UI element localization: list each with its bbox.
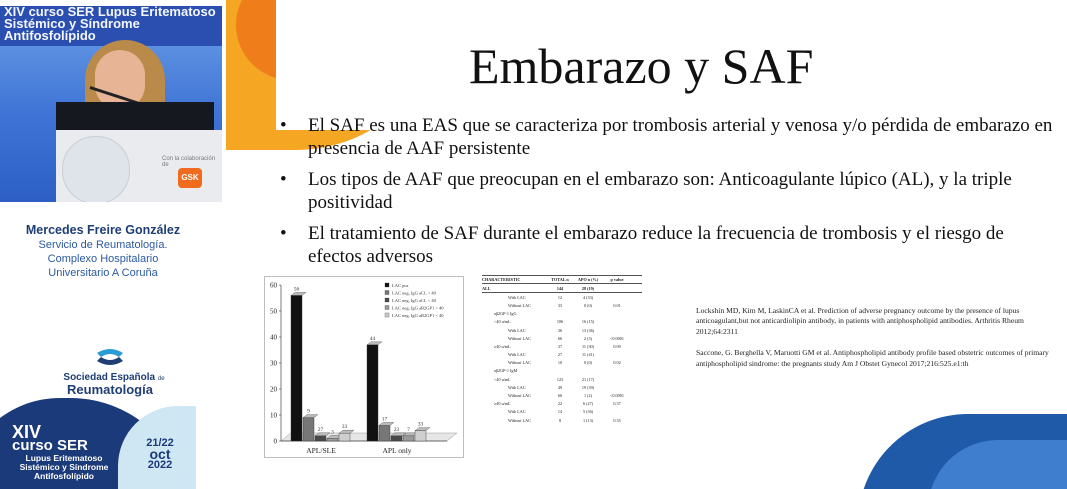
x-category-label: APL only [382, 446, 412, 455]
references [696, 306, 1056, 380]
table-cell: 16 (15) [581, 319, 595, 325]
legend-label: LAC neg, IgG aCL < 40 [392, 298, 436, 303]
bar-value-label: 56 [293, 286, 300, 293]
table-cell: 5 (36) [582, 409, 594, 415]
bullet-item: • El SAF es una EAS que se caracteriza por trombosis arterial y venosa y/o pérdida de embarazo en presencia de AAF persistente [280, 115, 1053, 159]
course-date: 21/22 oct 2022 [146, 437, 174, 471]
bar-value-label: 33 [417, 421, 424, 428]
table-cell: 19 (39) [581, 384, 595, 390]
table-cell: <0.0001 [610, 393, 624, 399]
table-cell: 123 [556, 376, 564, 382]
table-cell: 6 (27) [582, 401, 594, 407]
bar [379, 425, 390, 441]
podium-logo [62, 136, 130, 202]
table-cell: 21 (17) [581, 376, 595, 382]
table-cell: Without LAC [508, 335, 531, 341]
table-cell: 66 [557, 335, 563, 341]
table-cell: With LAC [508, 294, 526, 300]
table-cell: <0.0001 [610, 335, 624, 341]
table-cell: 13 (36) [581, 327, 595, 333]
table-cell: 33 [557, 302, 563, 308]
x-category-label: APL/SLE [306, 446, 336, 455]
table-row [482, 367, 642, 375]
table-row [482, 351, 642, 359]
bar-top [379, 422, 394, 425]
table-cell: 27 [557, 352, 563, 358]
table-cell: 2 (3) [583, 335, 593, 341]
table-row [482, 326, 642, 334]
bar-value-label: 33 [341, 424, 348, 431]
reference-2: Saccone, G. Berghella V, Maruotti GM et al. Antiphospholipid antibody profile based obstetric outcomes of primary antiphospholipid sindrome: the pregnants study Am J Obstet Gynecol 2017;216:525.e1:th [696, 348, 1049, 368]
y-tick-label: 10 [270, 411, 277, 420]
table-cell: 4 (33) [582, 294, 594, 300]
bar-top [303, 415, 318, 418]
table-cell: 11 (41) [581, 352, 595, 358]
table-cell: With LAC [508, 384, 526, 390]
society-logo-line1: Sociedad Española de [63, 372, 165, 383]
table-cell: 0.35 [613, 417, 621, 423]
table-cell: 14 [557, 409, 563, 415]
speaker-name: Mercedes Freire González [25, 223, 181, 237]
legend-label: LAC neg, IgG aB2GP1 < 40 [392, 313, 444, 318]
table-cell: Without LAC [508, 360, 531, 366]
table-cell: 106 [556, 319, 564, 325]
bar [403, 436, 414, 441]
table-cell: aβ2GP-1 IgG [494, 311, 517, 317]
bar [415, 431, 426, 441]
presentation-slide [226, 0, 1067, 489]
y-tick-label: 60 [270, 281, 277, 290]
table-cell: 28 (19) [581, 285, 595, 291]
bar-top [367, 342, 382, 345]
table-row [482, 318, 642, 326]
table-cell: 8 [558, 417, 562, 423]
bar [291, 295, 302, 441]
legend-swatch [385, 298, 389, 302]
table-cell: 0 (0) [583, 302, 593, 308]
table-cell: 49 [557, 384, 563, 390]
y-tick-label: 0 [273, 437, 277, 446]
table-row [482, 375, 642, 383]
bar-value-label: 23 [393, 426, 400, 433]
bar [391, 436, 402, 441]
course-badge [0, 398, 196, 489]
bar-chart-svg [265, 277, 463, 457]
presenter-panel [0, 0, 223, 489]
bar-value-label: 27 [317, 426, 324, 433]
society-logo [60, 347, 180, 397]
bar-top [415, 428, 430, 431]
table-cell: 0.01 [613, 302, 621, 308]
legend-label: LAC neg, IgG aCL > 40 [392, 290, 436, 296]
monitor [56, 102, 214, 132]
bar-chart [264, 276, 464, 458]
bar-value-label: 17 [381, 416, 388, 423]
table-cell: aβ2GP-1 IgM [494, 368, 518, 374]
speaker-role-2: Complexo Hospitalario [47, 253, 159, 265]
y-tick-label: 40 [270, 333, 277, 342]
slide-decoration-mask [276, 0, 496, 130]
podium-note: Con la colaboración de [162, 156, 216, 168]
legend-swatch [385, 306, 389, 310]
table-row [482, 293, 642, 301]
study-table [482, 275, 642, 424]
bullet-symbol: • [280, 115, 287, 136]
y-tick-label: 50 [270, 307, 277, 316]
y-tick-label: 20 [270, 385, 277, 394]
bar-value-label: 9 [307, 408, 310, 415]
table-cell: 36 [557, 327, 563, 333]
bar-value-label: 7 [407, 426, 410, 433]
table-cell: ≥40 u/mL [494, 343, 511, 349]
table-cell: 0.37 [613, 401, 621, 407]
speaker-video [0, 6, 222, 202]
table-row [482, 359, 642, 367]
table-row [482, 400, 642, 408]
table-cell: 10 [557, 360, 563, 366]
table-cell: With LAC [508, 352, 526, 358]
table-row [482, 383, 642, 391]
table-cell: 1 (2) [583, 393, 593, 399]
table-cell: 144 [556, 285, 564, 291]
sponsor-logo: GSK [178, 168, 202, 188]
table-cell: With LAC [508, 327, 526, 333]
legend-label: LAC neg, IgG aB2GP1 > 40 [392, 305, 444, 311]
table-cell: 66 [557, 393, 563, 399]
bar [327, 438, 338, 441]
table-cell: Without LAC [508, 417, 531, 423]
legend-swatch [385, 283, 389, 287]
bar [367, 345, 378, 441]
bar [303, 418, 314, 441]
legend-swatch [385, 291, 389, 295]
course-subtitle: Lupus Eritematoso Sistémico y Síndrome Antifosfolípido [19, 453, 109, 481]
table-body [482, 284, 642, 424]
table-row [482, 391, 642, 399]
table-cell: 11 (30) [581, 343, 595, 349]
table-cell: 37 [557, 343, 563, 349]
bullet-item: • El tratamiento de SAF durante el embarazo reduce la frecuencia de trombosis y el riesgo de efectos adversos [280, 223, 1004, 267]
y-tick-label: 30 [270, 359, 277, 368]
table-row [482, 342, 642, 350]
bullet-symbol: • [280, 169, 287, 190]
table-cell: Without LAC [508, 302, 531, 308]
table-row [482, 284, 642, 293]
table-row [482, 416, 642, 424]
table-cell: ≥40 u/mL [494, 401, 511, 407]
bullet-symbol: • [280, 223, 287, 244]
table-cell: 0.02 [613, 360, 621, 366]
course-number: XIV [12, 422, 42, 442]
bar [315, 436, 326, 441]
table-cell: 12 [557, 294, 563, 300]
table-cell: 1 (13) [582, 417, 594, 423]
bullet-item: • Los tipos de AAF que preocupan en el embarazo son: Anticoagulante lúpico (AL), y la triple positividad [280, 169, 1012, 213]
speaker-role-3: Universitario A Coruña [48, 267, 158, 279]
table-row [482, 334, 642, 342]
speaker-caption [0, 223, 206, 280]
video-banner-text: XIV curso SER Lupus Eritematoso Sistémico y Síndrome Antifosfolípido [4, 6, 216, 43]
table-cell: <40 u/mL [494, 319, 511, 325]
society-logo-line2: Reumatología [67, 382, 153, 397]
legend-swatch [385, 313, 389, 317]
legend-label: LAC pos [392, 283, 409, 288]
slide-title: Embarazo y SAF [469, 38, 814, 94]
table-cell: With LAC [508, 409, 526, 415]
table-header: CHARACTERISTIC TOTAL n APO n (%) p value [482, 275, 642, 284]
speaker-role-1: Servicio de Reumatología. [38, 239, 168, 251]
table-row [482, 408, 642, 416]
table-row [482, 310, 642, 318]
table-cell: 0.09 [613, 343, 621, 349]
table-cell: ALL [482, 285, 491, 291]
society-logo-icon [93, 347, 127, 371]
table-cell: <40 u/mL [494, 376, 511, 382]
table-row [482, 301, 642, 309]
bar-top [291, 292, 306, 295]
table-cell: 22 [557, 401, 563, 407]
table-cell: 0 (0) [583, 360, 593, 366]
reference-1: Lockshin MD, Kim M, LaskinCA et al. Prediction of adverse pregnancy outcome by the presence of lupus anticoagulant,but not anticardiolipin antibody, in patients with antiphospholipid antibodies. Arthritis Rheum 2012;64:2311 [696, 306, 1024, 336]
bar [339, 433, 350, 441]
bar-value-label: 44 [369, 335, 376, 342]
table-cell: Without LAC [508, 393, 531, 399]
bar-value-label: 3 [331, 429, 334, 436]
course-title: curso SER [12, 437, 88, 454]
bullet-list [280, 114, 1060, 276]
